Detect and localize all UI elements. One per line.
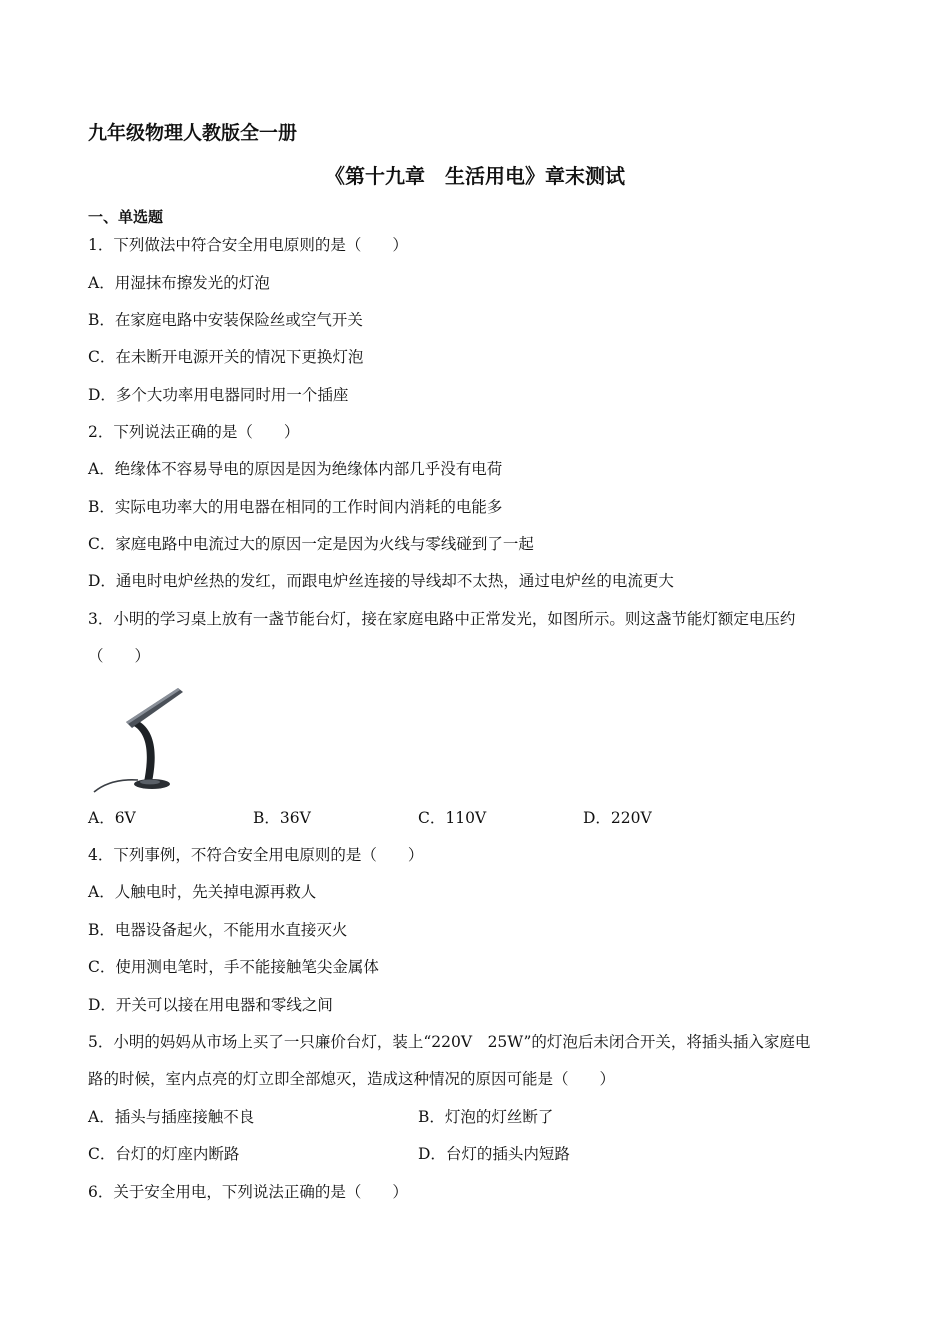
desk-lamp-illustration [92,684,188,794]
question-4-option-a: A．人触电时，先关掉电源再救人 [88,883,317,901]
question-3-option-a: A．6V [88,809,136,827]
question-4-option-c: C．使用测电笔时，手不能接触笔尖金属体 [88,958,379,976]
question-1-stem: 1．下列做法中符合安全用电原则的是（ ） [88,236,408,254]
question-4-option-d: D．开关可以接在用电器和零线之间 [88,996,333,1014]
question-3-option-c: C．110V [418,809,487,827]
question-4-option-b: B．电器设备起火，不能用水直接灭火 [88,921,348,939]
question-5-option-a: A．插头与插座接触不良 [88,1108,255,1126]
question-3-option-b: B．36V [253,809,311,827]
question-2-option-d: D．通电时电炉丝热的发红，而跟电炉丝连接的导线却不太热，通过电炉丝的电流更大 [88,572,674,590]
question-4-stem: 4．下列事例，不符合安全用电原则的是（ ） [88,846,424,864]
lamp-base-highlight [140,780,160,785]
question-5-option-d: D．台灯的插头内短路 [418,1145,570,1163]
grade-header: 九年级物理人教版全一册 [88,122,298,144]
question-5-stem: 5．小明的妈妈从市场上买了一只廉价台灯，装上“220V 25W”的灯泡后未闭合开关，将插头插入家庭电 [88,1033,811,1051]
question-6-stem: 6．关于安全用电，下列说法正确的是（ ） [88,1183,408,1201]
question-3-stem: 3．小明的学习桌上放有一盏节能台灯，接在家庭电路中正常发光，如图所示。则这盏节能灯额定电压约 [88,610,796,628]
question-1-option-b: B．在家庭电路中安装保险丝或空气开关 [88,311,363,329]
question-3-stem-continued: （ ） [88,647,151,665]
question-1-option-d: D．多个大功率用电器同时用一个插座 [88,386,349,404]
lamp-head-highlight [126,688,180,724]
lamp-head [126,688,183,728]
question-1-option-a: A．用湿抹布擦发光的灯泡 [88,274,270,292]
question-5-option-c: C．台灯的灯座内断路 [88,1145,240,1163]
question-2-option-a: A．绝缘体不容易导电的原因是因为绝缘体内部几乎没有电荷 [88,460,503,478]
question-2-option-b: B．实际电功率大的用电器在相同的工作时间内消耗的电能多 [88,498,503,516]
lamp-cord [94,780,138,792]
question-2-option-c: C．家庭电路中电流过大的原因一定是因为火线与零线碰到了一起 [88,535,534,553]
question-3-option-d: D．220V [583,809,652,827]
question-5-stem-continued: 路的时候，室内点亮的灯立即全部熄灭，造成这种情况的原因可能是（ ） [88,1070,616,1088]
section-heading: 一、单选题 [88,208,164,226]
question-5-option-b: B．灯泡的灯丝断了 [418,1108,554,1126]
question-2-stem: 2．下列说法正确的是（ ） [88,423,300,441]
question-1-option-c: C．在未断开电源开关的情况下更换灯泡 [88,348,364,366]
lamp-arm [134,722,155,782]
page-title: 《第十九章 生活用电》章末测试 [325,164,625,188]
